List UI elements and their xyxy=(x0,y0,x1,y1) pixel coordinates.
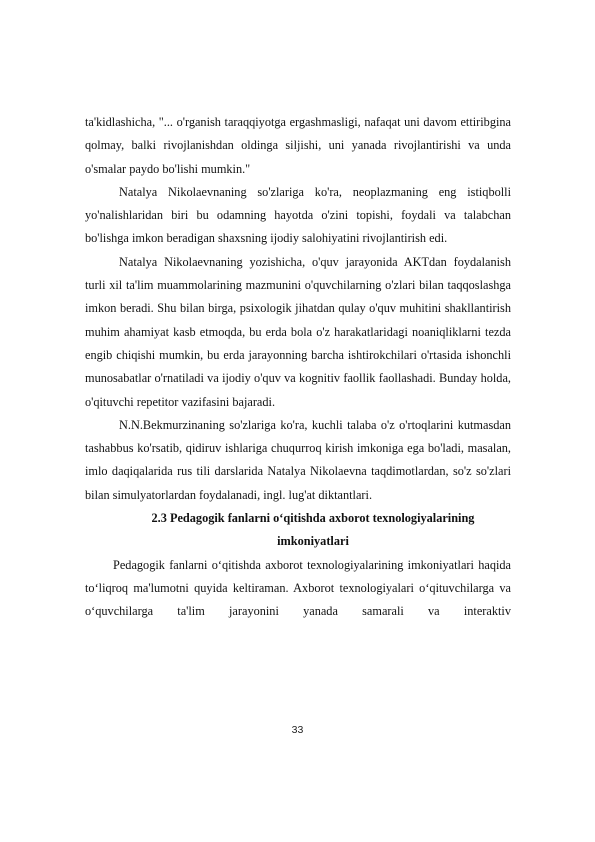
paragraph-neoplasm: Natalya Nikolaevnaning so'zlariga ko'ra, neoplazmaning eng istiqbolli yo'nalishlaridan biri bu odamning hayotda o'zini topishi, foydali va talabchan bo'lishga imkon beradigan shaxsning ijodiy salohiyatini rivojlantirish edi. xyxy=(85,184,511,246)
section-heading-line2: imkoniyatlari xyxy=(277,534,349,549)
page-number: 33 xyxy=(291,724,304,736)
paragraph-continuation: ta'kidlashicha, "... o'rganish taraqqiyotga ergashmasligi, nafaqat uni davom ettiribgina qolmay, balki rivojlanishdan oldinga siljishi, uni yanada rivojlantirishi va unda o'smalar paydo bo'lishi mumkin." xyxy=(85,115,511,176)
paragraph-section-intro: Pedagogik fanlarni o‘qitishda axborot texnologiyalarining imkoniyatlari haqida to‘liqroq ma'lumotni quyida keltiraman. Axborot texnologiyalari o‘qituvchilarga va o‘quvchilarga ta'lim jarayonini yanada samarali va interaktiv xyxy=(85,557,511,619)
section-heading-line1: 2.3 Pedagogik fanlarni o‘qitishda axborot texnologiyalarining xyxy=(151,511,475,526)
document-page xyxy=(85,111,511,624)
paragraph-ict-usage: Natalya Nikolaevnaning yozishicha, o'quv jarayonida AKTdan foydalanish turli xil ta'lim muammolarining mazmunini o'quvchilarning o'zlari bilan taqqoslashga imkon beradi. Shu bilan birga, psixologik jihatdan qulay o'quv muhitini shakllantirish muhim ahamiyat kasb etmoqda, bu erda bola o'z harakatlaridagi noaniqliklarni tezda engib chiqishi mumkin, bu erda jarayonning barcha ishtirokchilari o'rtasida ishonchli munosabatlar o'rnatiladi va ijodiy o'quv va kognitiv faollik faollashadi. Bunday holda, o'qituvchi repetitor vazifasini bajaradi. xyxy=(85,254,511,409)
paragraph-bekmurzina: N.N.Bekmurzinaning so'zlariga ko'ra, kuchli talaba o'z o'rtoqlarini kutmasdan tashabbus ko'rsatib, qidiruv ishlariga chuqurroq kirish imkoniga ega bo'ladi, masalan, imlo daqiqalarida rus tili darslarida Natalya Nikolaevna taqdimotlardan, so'z so'zlari bilan simulyatorlardan foydalanadi, ingl. lug'at diktantlari. xyxy=(85,417,511,502)
